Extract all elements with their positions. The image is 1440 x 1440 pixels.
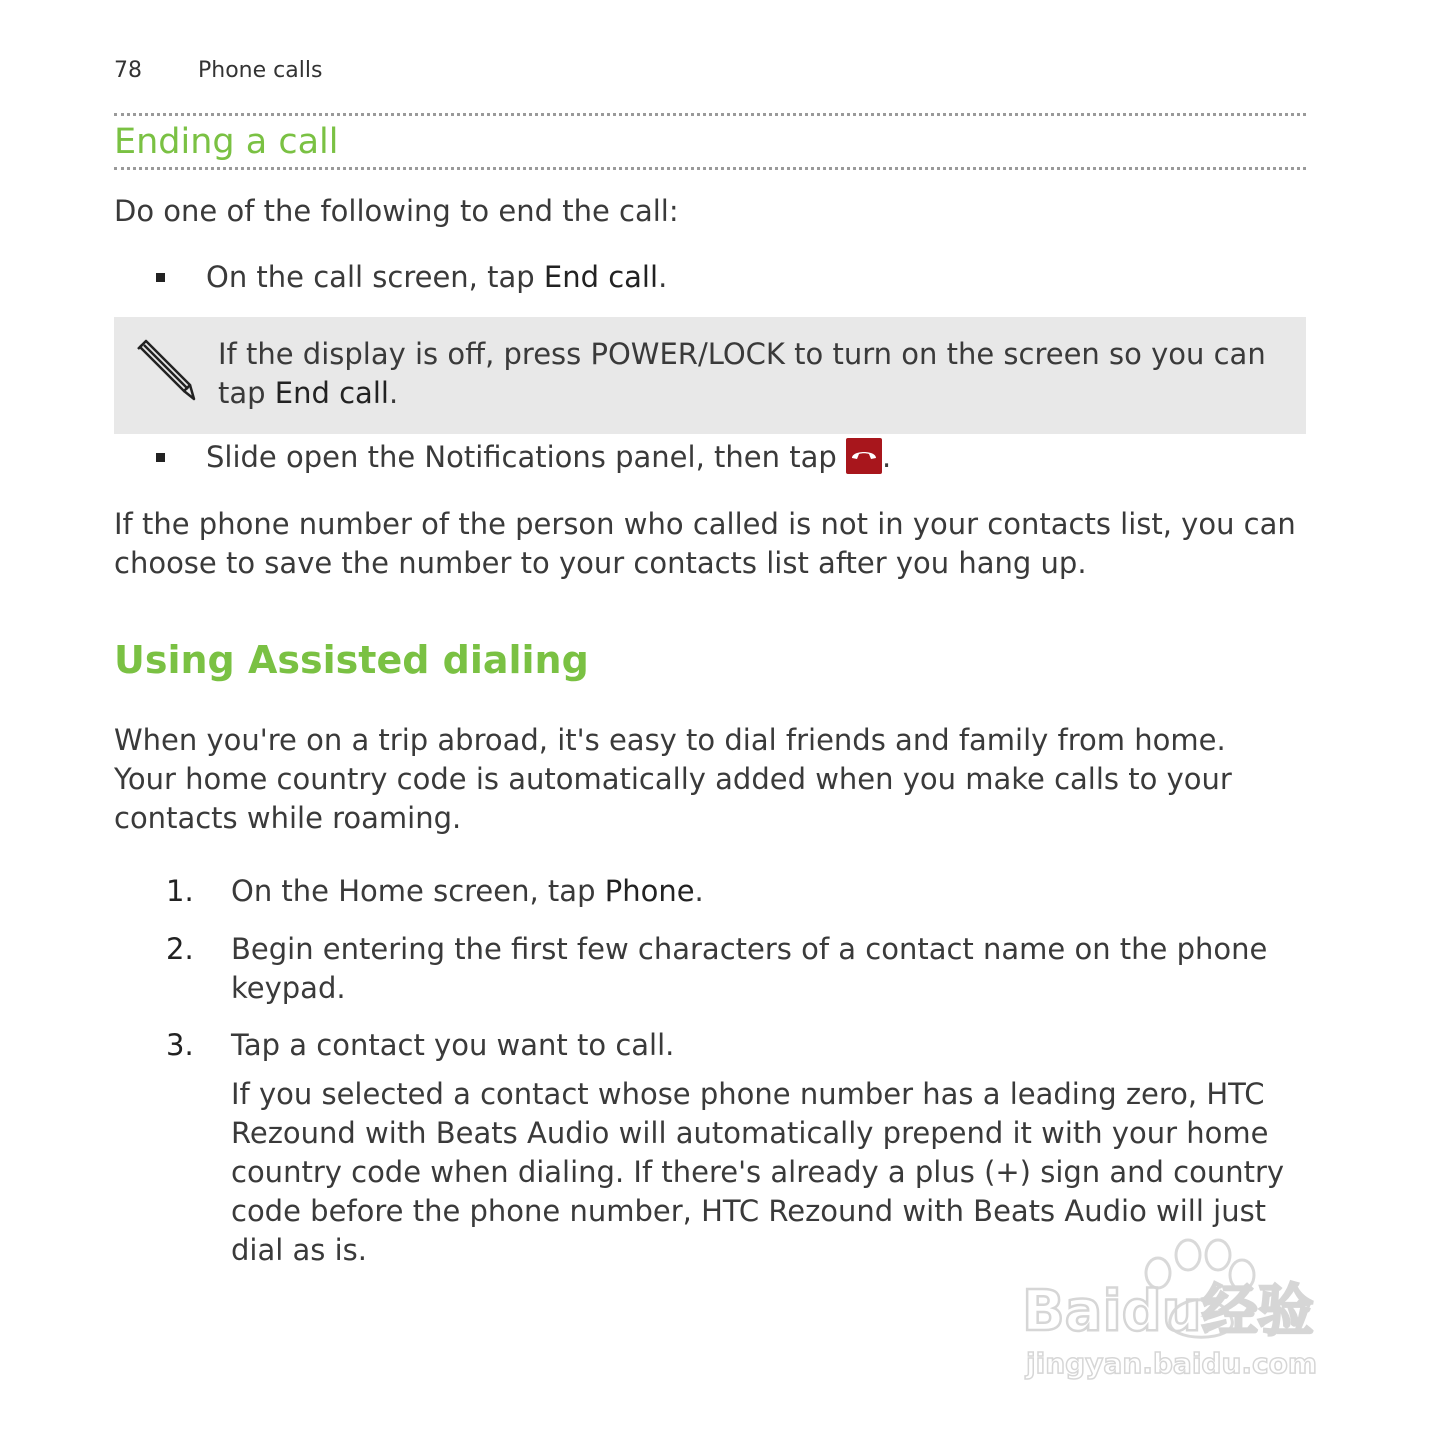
watermark-brand: Baidu经验	[1022, 1279, 1314, 1344]
baidu-paw-logo	[1020, 1225, 1360, 1395]
running-header	[114, 58, 322, 83]
step-number: 2.	[166, 932, 194, 966]
rule-top	[114, 113, 1306, 116]
step-text: On the Home screen, tap Phone.	[231, 874, 704, 908]
ending-intro: Do one of the following to end the call:	[114, 194, 679, 228]
phone-label: Phone	[604, 874, 695, 908]
step-3-detail: If you selected a contact whose phone number has a leading zero, HTC Rezound with Beats Audio will automatically prepend it with your home country code when dialing. If there's already a plus (+) sign and country code before the phone number, HTC Rezound with Beats Audio will just dial as is.	[231, 1077, 1285, 1267]
save-number-paragraph: If the phone number of the person who called is not in your contacts list, you can choose to save the number to your contacts list after you hang up.	[114, 507, 1296, 580]
bullet-marker	[156, 273, 165, 282]
step-number: 1.	[166, 874, 194, 908]
note-text: If the display is off, press POWER/LOCK to turn on the screen so you can tap End call.	[218, 337, 1266, 410]
end-call-label: End call	[543, 260, 659, 294]
page-number: 78	[114, 58, 142, 83]
heading-ending-a-call: Ending a call	[114, 122, 339, 162]
section-name: Phone calls	[198, 58, 323, 83]
step-text: Begin entering the first few characters of a contact name on the phone keypad.	[231, 932, 1268, 1005]
bullet-text: Slide open the Notifications panel, then tap .	[206, 440, 892, 474]
end-call-label: End call	[274, 376, 389, 410]
baidu-watermark	[1020, 1225, 1360, 1395]
bullet-text: On the call screen, tap End call.	[206, 260, 668, 294]
end-call-icon	[846, 438, 882, 474]
pencil-icon	[132, 337, 196, 401]
assisted-intro: When you're on a trip abroad, it's easy to dial friends and family from home. Your home country code is automatically added when you make calls to your contacts while roaming.	[114, 723, 1232, 835]
note-box	[114, 317, 1306, 434]
step-text: Tap a contact you want to call.	[231, 1028, 675, 1062]
rule-bottom	[114, 167, 1306, 170]
step-number: 3.	[166, 1028, 194, 1062]
heading-using-assisted-dialing: Using Assisted dialing	[114, 638, 589, 682]
bullet-marker	[156, 453, 165, 462]
watermark-url: jingyan.baidu.com	[1026, 1347, 1318, 1380]
